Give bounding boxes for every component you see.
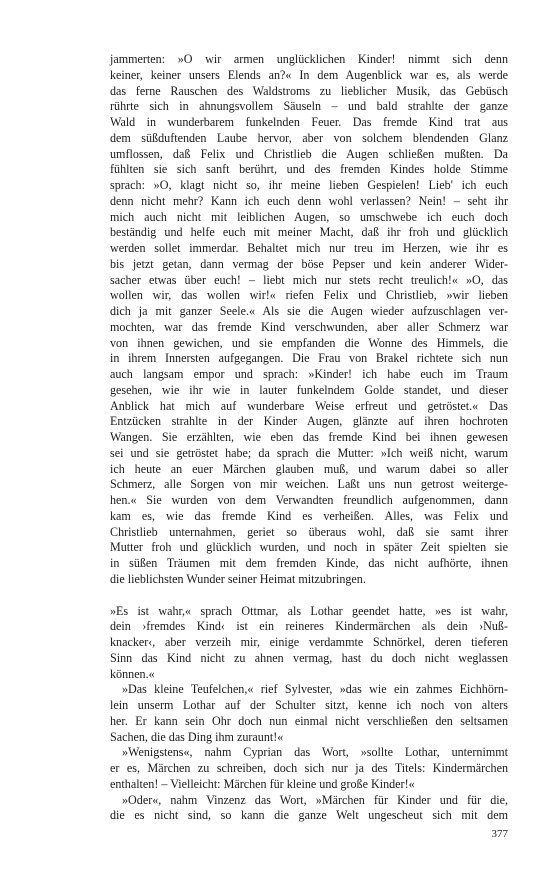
text-line: ich heute an euer Märchen glauben muß, und warum dabei so aller xyxy=(110,461,508,476)
text-line: Wangen. Sie erzählten, wie eben das fremde Kind bei ihnen gewesen xyxy=(110,430,508,444)
page-body-text xyxy=(110,52,508,824)
text-line: keiner, keiner unsers Elends an?« In dem Augenblick war es, als werde xyxy=(110,67,508,82)
text-line: werden sollet immerdar. Behaltet mich nur treu im Herzen, wie ihr es xyxy=(110,241,508,255)
text-line: sacher etwas über euch! – liebt mich nur stets recht treulich!« »O, das xyxy=(110,272,508,287)
text-line: »Wenigstens«, nahm Cyprian das Wort, »sollte Lothar, unternimmt xyxy=(122,745,508,760)
text-line: jammerten: »O wir armen unglücklichen Kinder! nimmt sich denn xyxy=(110,52,508,66)
text-line: Schmerz, alle Sorgen von mir weichen. Laßt uns nun getrost weiterge- xyxy=(110,477,508,492)
text-line: Mutter froh und glücklich wurden, und noch in später Zeit spielten sie xyxy=(110,540,508,555)
text-line: mochten, war das fremde Kind verschwunden, aber aller Schmerz war xyxy=(110,319,508,334)
text-line: in süßen Träumen mit dem fremden Kinde, das nicht aufhörte, ihnen xyxy=(110,556,508,570)
text-line: her. Er kann sein Ohr doch nun einmal nicht verschließen den seltsamen xyxy=(110,713,508,728)
text-line: die lieblichsten Wunder seiner Heimat mitzubringen. xyxy=(110,571,366,586)
text-line: beständig und helfe euch mit meiner Macht, daß ihr froh und glücklich xyxy=(110,225,508,240)
text-line: rührte sich in ahnungsvollem Säuseln – und bald strahlte der ganze xyxy=(110,99,508,114)
text-line: umflossen, daß Felix und Christlieb die Augen schließen mußten. Da xyxy=(110,146,508,161)
text-line: »Oder«, nahm Vinzenz das Wort, »Märchen für Kinder und für die, xyxy=(122,792,508,807)
text-line: in ihrem Innersten aufgegangen. Die Frau von Brakel richtete sich nun xyxy=(110,351,508,366)
text-line: knacker‹, aber verzeih mir, einige verdammte Schnörkel, deren tieferen xyxy=(110,635,508,649)
text-line: er es, Märchen zu schreiben, doch sich nur ja des Titels: Kindermärchen xyxy=(110,761,508,775)
text-line: fühlten sie sich sanft berührt, und des fremden Kindes holde Stimme xyxy=(110,162,508,177)
story-paragraph xyxy=(110,52,508,588)
text-line: können.« xyxy=(110,666,155,681)
text-line: Christlieb unternahmen, geriet so überaus wohl, daß sie samt ihrer xyxy=(110,524,508,539)
text-line: wollen wir, das wollen wir!« riefen Felix und Christlieb, »wir lieben xyxy=(110,288,508,303)
text-line: Wald in wunderbarem funkelnden Feuer. Das fremde Kind trat aus xyxy=(110,115,508,129)
text-line: »Es ist wahr,« sprach Ottmar, als Lothar geendet hatte, »es ist wahr, xyxy=(110,603,508,618)
text-line: das ferne Rauschen des Waldstroms zu lieblicher Musik, das Gebüsch xyxy=(110,83,508,98)
text-line: Sinn das Kind nicht zu ahnen vermag, hast du doch nicht weglassen xyxy=(110,650,508,665)
vinzenz-paragraph xyxy=(110,793,508,825)
text-line: hen.« Sie wurden von dem Verwandten freundlich aufgenommen, dann xyxy=(110,493,508,507)
text-line: denn nicht mehr? Kann ich euch denn wohl verlassen? Nein! – seht ihr xyxy=(110,193,508,208)
text-line: dem süßduftenden Laube hervor, aber von solchem blendenden Glanz xyxy=(110,130,508,145)
text-line: lein unserm Lothar auf der Schulter sitzt, kenne ich noch von alters xyxy=(110,698,508,712)
text-line: gesehen, wie ihr wie in lauter funkelndem Golde standet, und dieser xyxy=(110,382,508,397)
page-number: 377 xyxy=(491,828,508,840)
text-line: kam es, wie das fremde Kind es verheißen. Alles, was Felix und xyxy=(110,508,508,523)
text-line: »Das kleine Teufelchen,« rief Sylvester, »das wie ein zahmes Eichhörn- xyxy=(122,682,508,697)
text-line: dein ›fremdes Kind‹ ist ein reineres Kindermärchen als dein ›Nuß- xyxy=(110,619,508,634)
text-line: sprach: »O, klagt nicht so, ihr meine lieben Gespielen! Lieb' ich euch xyxy=(110,178,508,192)
text-line: von ihnen gewichen, und sie empfanden die Wonne des Himmels, die xyxy=(110,335,508,350)
sylvester-paragraph xyxy=(110,682,508,745)
text-line: auch langsam empor und sprach: »Kinder! ich habe euch im Traum xyxy=(110,367,508,381)
text-line: Entzücken strahlte in der Kinder Augen, glänzte auf ihren hochroten xyxy=(110,414,508,429)
paragraph-spacer xyxy=(110,588,508,604)
text-line: Anblick hat mich auf wunderbare Weise erfreut und getröstet.« Das xyxy=(110,398,508,413)
cyprian-paragraph xyxy=(110,745,508,792)
text-line: Sachen, die das Ding ihm zuraunt!« xyxy=(110,729,284,744)
text-line: bis jetzt getan, dann vermag der böse Pepser und kein anderer Wider- xyxy=(110,256,508,271)
text-line: enthalten! – Vielleicht: Märchen für kleine und große Kinder!« xyxy=(110,776,415,791)
text-line: die es nicht sind, so kann die ganze Welt ungescheut sich mit dem xyxy=(110,808,508,823)
text-line: dich ja mit ganzer Seele.« Als sie die Augen wieder aufzuschlagen ver- xyxy=(110,304,508,318)
ottmar-paragraph xyxy=(110,604,508,683)
text-line: mich auch nicht mit leiblichen Augen, so umschwebe ich euch doch xyxy=(110,209,508,224)
text-line: sei und sie getröstet habe; da sprach die Mutter: »Ich weiß nicht, warum xyxy=(110,445,508,460)
